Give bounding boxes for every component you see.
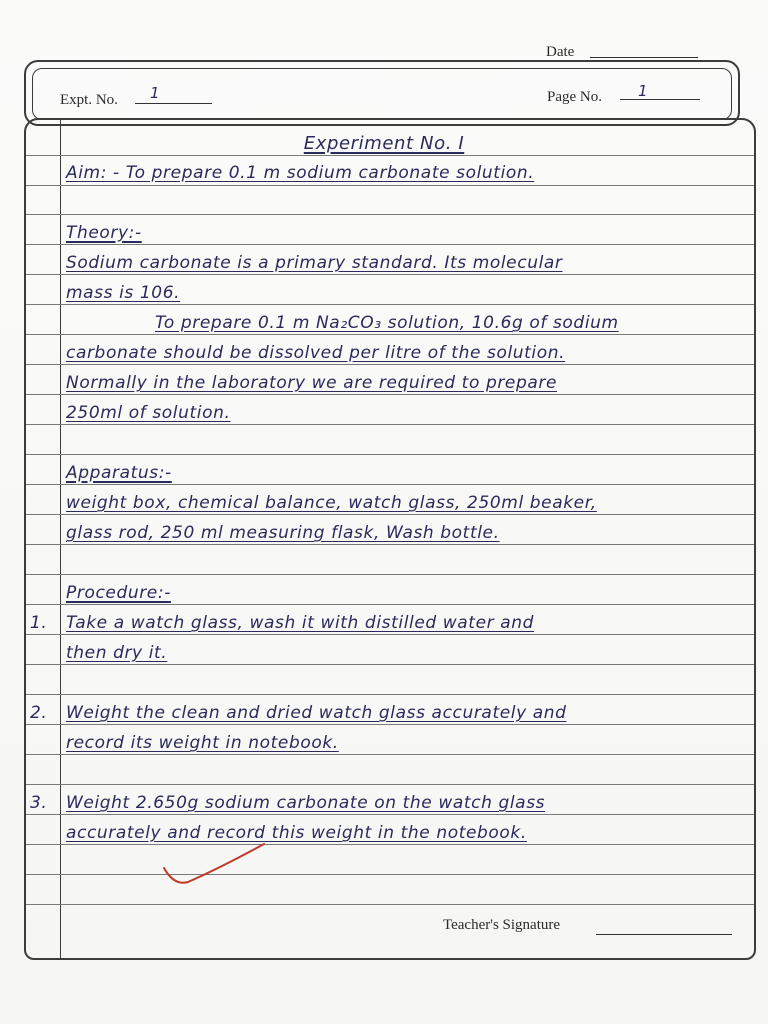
step-line: record its weight in notebook. (66, 733, 339, 753)
teacher-signature-label: Teacher's Signature (443, 917, 561, 933)
expt-no-value: 1 (150, 84, 160, 102)
theory-line: Sodium carbonate is a primary standard. Its molecular (66, 253, 563, 273)
rule-line (26, 844, 754, 845)
theory-heading: Theory:- (66, 223, 142, 243)
aim-text: Aim: - To prepare 0.1 m sodium carbonate solution. (66, 163, 535, 183)
step-line: then dry it. (66, 643, 168, 663)
rule-line (26, 664, 754, 665)
rule-line (26, 784, 754, 785)
step-number: 2. (30, 703, 48, 723)
theory-line: To prepare 0.1 m Na₂CO₃ solution, 10.6g of sodium (155, 313, 619, 333)
step-number: 3. (30, 793, 48, 813)
page-no-value: 1 (638, 82, 648, 100)
step-number: 1. (30, 613, 48, 633)
rule-line (26, 185, 754, 186)
rule-line (26, 364, 754, 365)
rule-line (26, 394, 754, 395)
rule-line (26, 754, 754, 755)
rule-line (26, 334, 754, 335)
rule-line (26, 634, 754, 635)
rule-line (26, 155, 754, 156)
rule-line (26, 484, 754, 485)
rule-line (26, 574, 754, 575)
rule-line (26, 814, 754, 815)
rule-line (26, 724, 754, 725)
check-mark-icon (160, 838, 270, 888)
rule-line (26, 694, 754, 695)
expt-no-line (135, 103, 212, 104)
rule-line (26, 214, 754, 215)
rule-line (26, 904, 754, 905)
apparatus-line: weight box, chemical balance, watch glass, 250ml beaker, (66, 493, 597, 513)
apparatus-line: glass rod, 250 ml measuring flask, Wash bottle. (66, 523, 500, 543)
rule-line (26, 454, 754, 455)
expt-no-label: Expt. No. (60, 92, 118, 108)
rule-line (26, 244, 754, 245)
signature-line (596, 934, 732, 935)
rule-line (26, 424, 754, 425)
theory-line: 250ml of solution. (66, 403, 231, 423)
step-line: Weight the clean and dried watch glass accurately and (66, 703, 567, 723)
rule-line (26, 544, 754, 545)
procedure-heading: Procedure:- (66, 583, 171, 603)
step-line: accurately and record this weight in the notebook. (66, 823, 527, 843)
margin-line (60, 120, 61, 958)
rule-line (26, 514, 754, 515)
step-line: Weight 2.650g sodium carbonate on the watch glass (66, 793, 546, 813)
rule-line (26, 274, 754, 275)
step-line: Take a watch glass, wash it with distilled water and (66, 613, 535, 633)
date-label: Date (546, 44, 575, 60)
rule-line (26, 304, 754, 305)
rule-line (26, 604, 754, 605)
page-no-label: Page No. (547, 89, 602, 105)
apparatus-heading: Apparatus:- (66, 463, 172, 483)
header-frame-inner (32, 68, 732, 120)
page-no-line (620, 99, 700, 100)
theory-line: carbonate should be dissolved per litre of the solution. (66, 343, 566, 363)
experiment-title: Experiment No. I (303, 133, 465, 154)
theory-line: mass is 106. (66, 283, 181, 303)
theory-line: Normally in the laboratory we are required to prepare (66, 373, 558, 393)
rule-line (26, 874, 754, 875)
date-line (590, 57, 698, 58)
